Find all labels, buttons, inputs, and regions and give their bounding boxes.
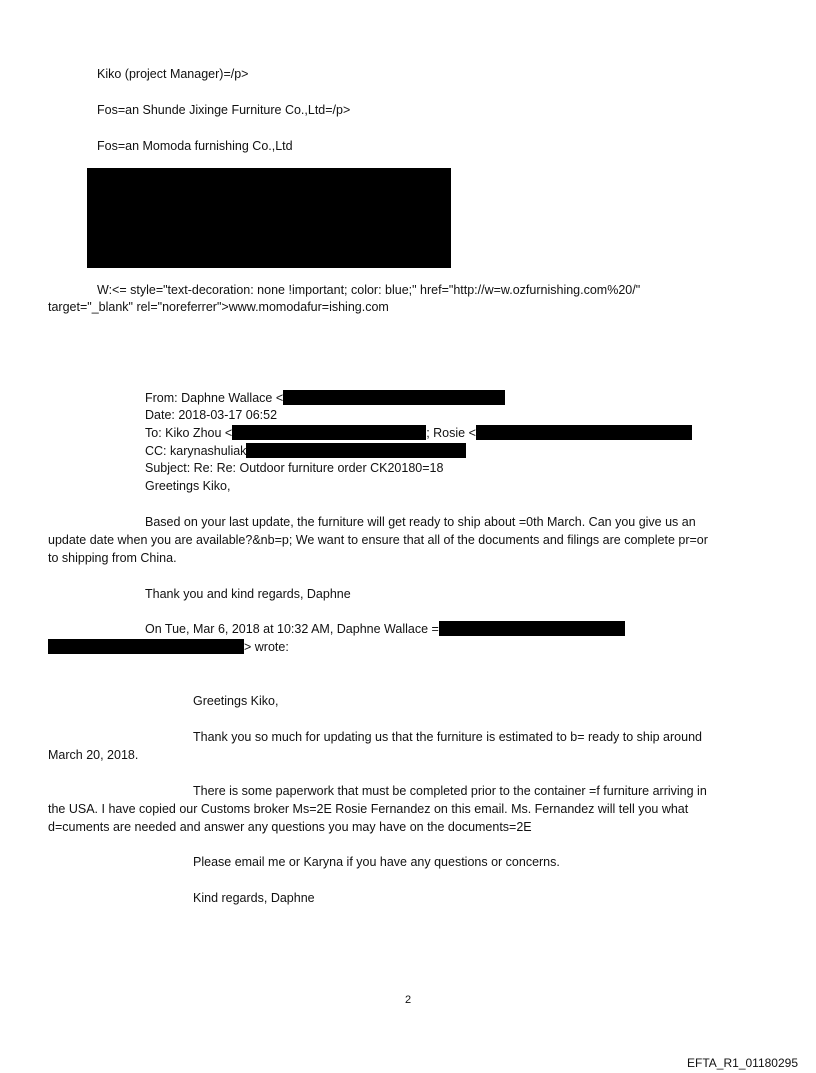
- quoted-p1-line-1: Thank you so much for updating us that the furniture is estimated to b= ready to ship around: [193, 730, 702, 744]
- header-date: Date: 2018-03-17 06:52: [145, 408, 278, 422]
- page-number: 2: [404, 994, 412, 1006]
- body-closing: Thank you and kind regards, Daphne: [145, 587, 351, 601]
- header-from-text: From: Daphne Wallace <: [145, 391, 284, 405]
- body-p1-line-3: to shipping from China.: [48, 551, 177, 565]
- quoted-p2-line-2: the USA. I have copied our Customs broker Ms=2E Rosie Fernandez on this email. Ms. Fernandez will tell you what: [48, 802, 689, 816]
- quoted-greeting: Greetings Kiko,: [193, 694, 279, 708]
- body-p1-line-1: Based on your last update, the furniture will get ready to ship about =0th March. Can you give us an: [145, 515, 696, 529]
- redaction-inline: [283, 390, 505, 405]
- redaction-inline: [476, 425, 692, 440]
- header-greeting: Greetings Kiko,: [145, 479, 231, 493]
- body-p1-line-2: update date when you are available?&nb=p; We want to ensure that all of the documents and filings are complete pr=or: [48, 533, 708, 547]
- quote-intro-line-1: [145, 621, 625, 638]
- document-id: EFTA_R1_01180295: [687, 1056, 798, 1070]
- quote-intro-text: On Tue, Mar 6, 2018 at 10:32 AM, Daphne Wallace =: [145, 622, 439, 636]
- redaction-block: [87, 168, 451, 268]
- header-from: [145, 390, 505, 407]
- quoted-p3: Please email me or Karyna if you have any questions or concerns.: [193, 855, 560, 869]
- signature-company-2: Fos=an Momoda furnishing Co.,Ltd: [97, 139, 293, 153]
- signature-name: Kiko (project Manager)=/p>: [97, 67, 249, 81]
- quote-intro-line-2: [48, 639, 289, 656]
- quoted-p2-line-3: d=cuments are needed and answer any questions you may have on the documents=2E: [48, 820, 532, 834]
- header-subject: Subject: Re: Re: Outdoor furniture order CK20180=18: [145, 461, 444, 475]
- redaction-inline: [246, 443, 466, 458]
- quote-intro-wrote: > wrote:: [244, 640, 289, 654]
- signature-web-line-1: W:<= style="text-decoration: none !important; color: blue;" href="http://w=w.ozfurnishing.com%20/": [97, 283, 641, 297]
- signature-company-1: Fos=an Shunde Jixinge Furniture Co.,Ltd=/p>: [97, 103, 351, 117]
- header-to: [145, 425, 692, 442]
- header-to-mid: ; Rosie <: [426, 426, 476, 440]
- quoted-p1-line-2: March 20, 2018.: [48, 748, 139, 762]
- quoted-signoff: Kind regards, Daphne: [193, 891, 315, 905]
- redaction-inline: [232, 425, 426, 440]
- redaction-inline: [48, 639, 244, 654]
- header-cc: [145, 443, 466, 460]
- header-to-prefix: To: Kiko Zhou <: [145, 426, 233, 440]
- signature-web-line-2: target="_blank" rel="noreferrer">www.momodafur=ishing.com: [48, 300, 389, 314]
- header-cc-text: CC: karynashuliak: [145, 444, 247, 458]
- quoted-p2-line-1: There is some paperwork that must be completed prior to the container =f furniture arriving in: [193, 784, 707, 798]
- redaction-inline: [439, 621, 625, 636]
